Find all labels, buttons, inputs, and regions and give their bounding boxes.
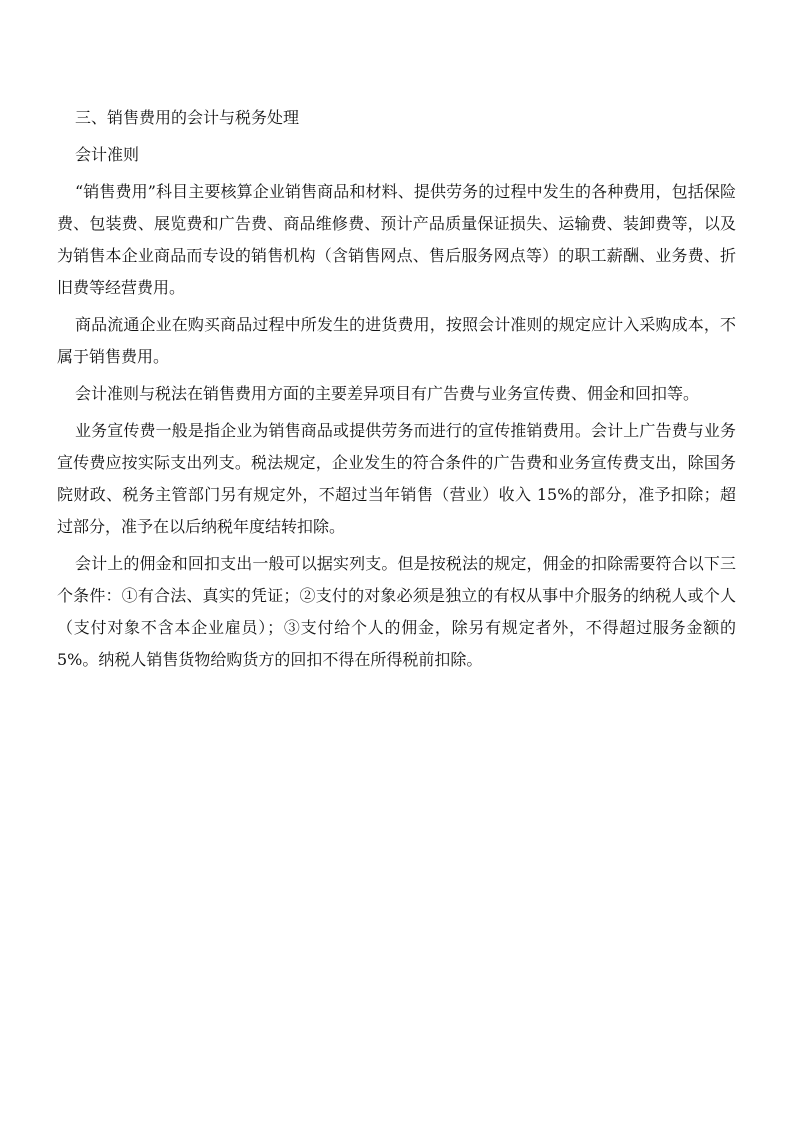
document-body: [57, 102, 736, 676]
section-subheading: 会计准则: [75, 145, 140, 164]
paragraph-main-differences: 会计准则与税法在销售费用方面的主要差异项目有广告费与业务宣传费、佣金和回扣等。: [75, 384, 700, 403]
section-heading: 三、销售费用的会计与税务处理: [75, 108, 300, 127]
paragraph-sales-expense-definition: “销售费用”科目主要核算企业销售商品和材料、提供劳务的过程中发生的各种费用，包括保险费、包装费、展览费和广告费、商品维修费、预计产品质量保证损失、运输费、装卸费等，以及为销售本企业商品而专设的销售机构（含销售网点、售后服务网点等）的职工薪酬、业务费、折旧费等经营费用。: [57, 182, 736, 297]
paragraph-purchase-expenses: 商品流通企业在购买商品过程中所发生的进货费用，按照会计准则的规定应计入采购成本，不属于销售费用。: [57, 315, 736, 366]
paragraph-commission-rebate: 会计上的佣金和回扣支出一般可以据实列支。但是按税法的规定，佣金的扣除需要符合以下三个条件：①有合法、真实的凭证；②支付的对象必须是独立的有权从事中介服务的纳税人或个人（支付对象不含本企业雇员）；③支付给个人的佣金，除另有规定者外，不得超过服务金额的 5%。纳税人销售货物给购货方的回扣不得在所得税前扣除。: [57, 554, 736, 669]
paragraph-advertising-deduction: 业务宣传费一般是指企业为销售商品或提供劳务而进行的宣传推销费用。会计上广告费与业务宣传费应按实际支出列支。税法规定，企业发生的符合条件的广告费和业务宣传费支出，除国务院财政、税务主管部门另有规定外，不超过当年销售（营业）收入 15%的部分，准予扣除；超过部分，准予在以后纳税年度结转扣除。: [57, 421, 736, 536]
